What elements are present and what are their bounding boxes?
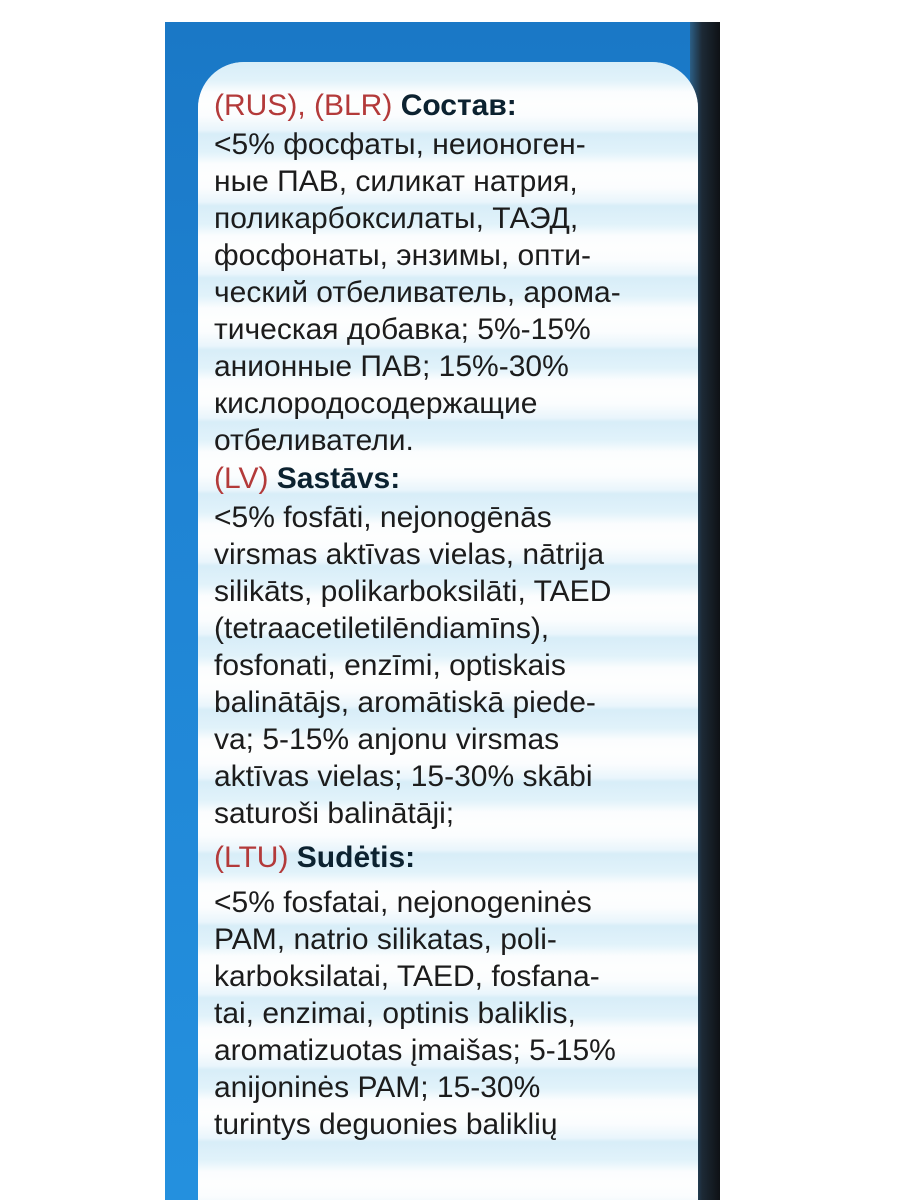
ingredient-line: ческий отбеливатель, арома- bbox=[214, 276, 621, 309]
ingredients-text bbox=[214, 86, 680, 1143]
section-title: Состав: bbox=[400, 89, 517, 122]
ingredient-line: <5% fosfāti, nejonogēnās bbox=[214, 501, 552, 534]
ingredients-panel bbox=[198, 62, 698, 1200]
ingredient-line: фосфонаты, энзимы, опти- bbox=[214, 239, 591, 272]
ingredient-line: va; 5-15% anjonu virsmas bbox=[214, 723, 560, 756]
ingredient-line: PAM, natrio silikatas, poli- bbox=[214, 923, 557, 956]
ingredient-line: fosfonati, enzīmi, optiskais bbox=[214, 649, 566, 682]
ingredient-line: анионные ПАВ; 15%-30% bbox=[214, 350, 569, 383]
ingredient-line: aromatizuotas įmaišas; 5-15% bbox=[214, 1034, 616, 1067]
section-heading bbox=[214, 86, 680, 126]
ingredient-line: turintys deguonies baliklių bbox=[214, 1108, 558, 1141]
language-code: (LTU) bbox=[214, 841, 289, 874]
ingredient-line: (tetraacetiletilēndiamīns), bbox=[214, 612, 550, 645]
ingredient-line: silikāts, polikarboksilāti, TAED bbox=[214, 575, 612, 608]
section-lv bbox=[214, 459, 680, 832]
ingredient-line: saturoši balinātāji; bbox=[214, 797, 455, 830]
language-code: (LV) bbox=[214, 462, 269, 495]
ingredient-line: кислородосодержащие bbox=[214, 387, 538, 420]
section-ltu bbox=[214, 838, 680, 1143]
ingredient-line: balinātājs, aromātiskā piede- bbox=[214, 686, 596, 719]
section-title: Sastāvs: bbox=[276, 462, 401, 495]
ingredient-line: отбеливатели. bbox=[214, 424, 414, 457]
ingredient-line: <5% fosfatai, nejonogeninės bbox=[214, 886, 592, 919]
ingredient-line: aktīvas vielas; 15-30% skābi bbox=[214, 760, 593, 793]
ingredient-line: karboksilatai, TAED, fosfana- bbox=[214, 960, 600, 993]
ingredient-line: тическая добавка; 5%-15% bbox=[214, 313, 591, 346]
section-heading bbox=[214, 459, 680, 499]
section-title: Sudėtis: bbox=[296, 841, 416, 874]
ingredient-line: tai, enzimai, optinis baliklis, bbox=[214, 997, 576, 1030]
ingredient-line: поликарбоксилаты, ТАЭД, bbox=[214, 202, 579, 235]
language-code: (RUS), (BLR) bbox=[214, 89, 393, 122]
ingredient-line: virsmas aktīvas vielas, nātrija bbox=[214, 538, 605, 571]
ingredient-line: ные ПАВ, силикат натрия, bbox=[214, 165, 578, 198]
ingredient-line: anijoninės PAM; 15-30% bbox=[214, 1071, 541, 1104]
section-rus-blr bbox=[214, 86, 680, 459]
section-heading bbox=[214, 838, 680, 878]
ingredient-line: <5% фосфаты, неионоген- bbox=[214, 128, 586, 161]
